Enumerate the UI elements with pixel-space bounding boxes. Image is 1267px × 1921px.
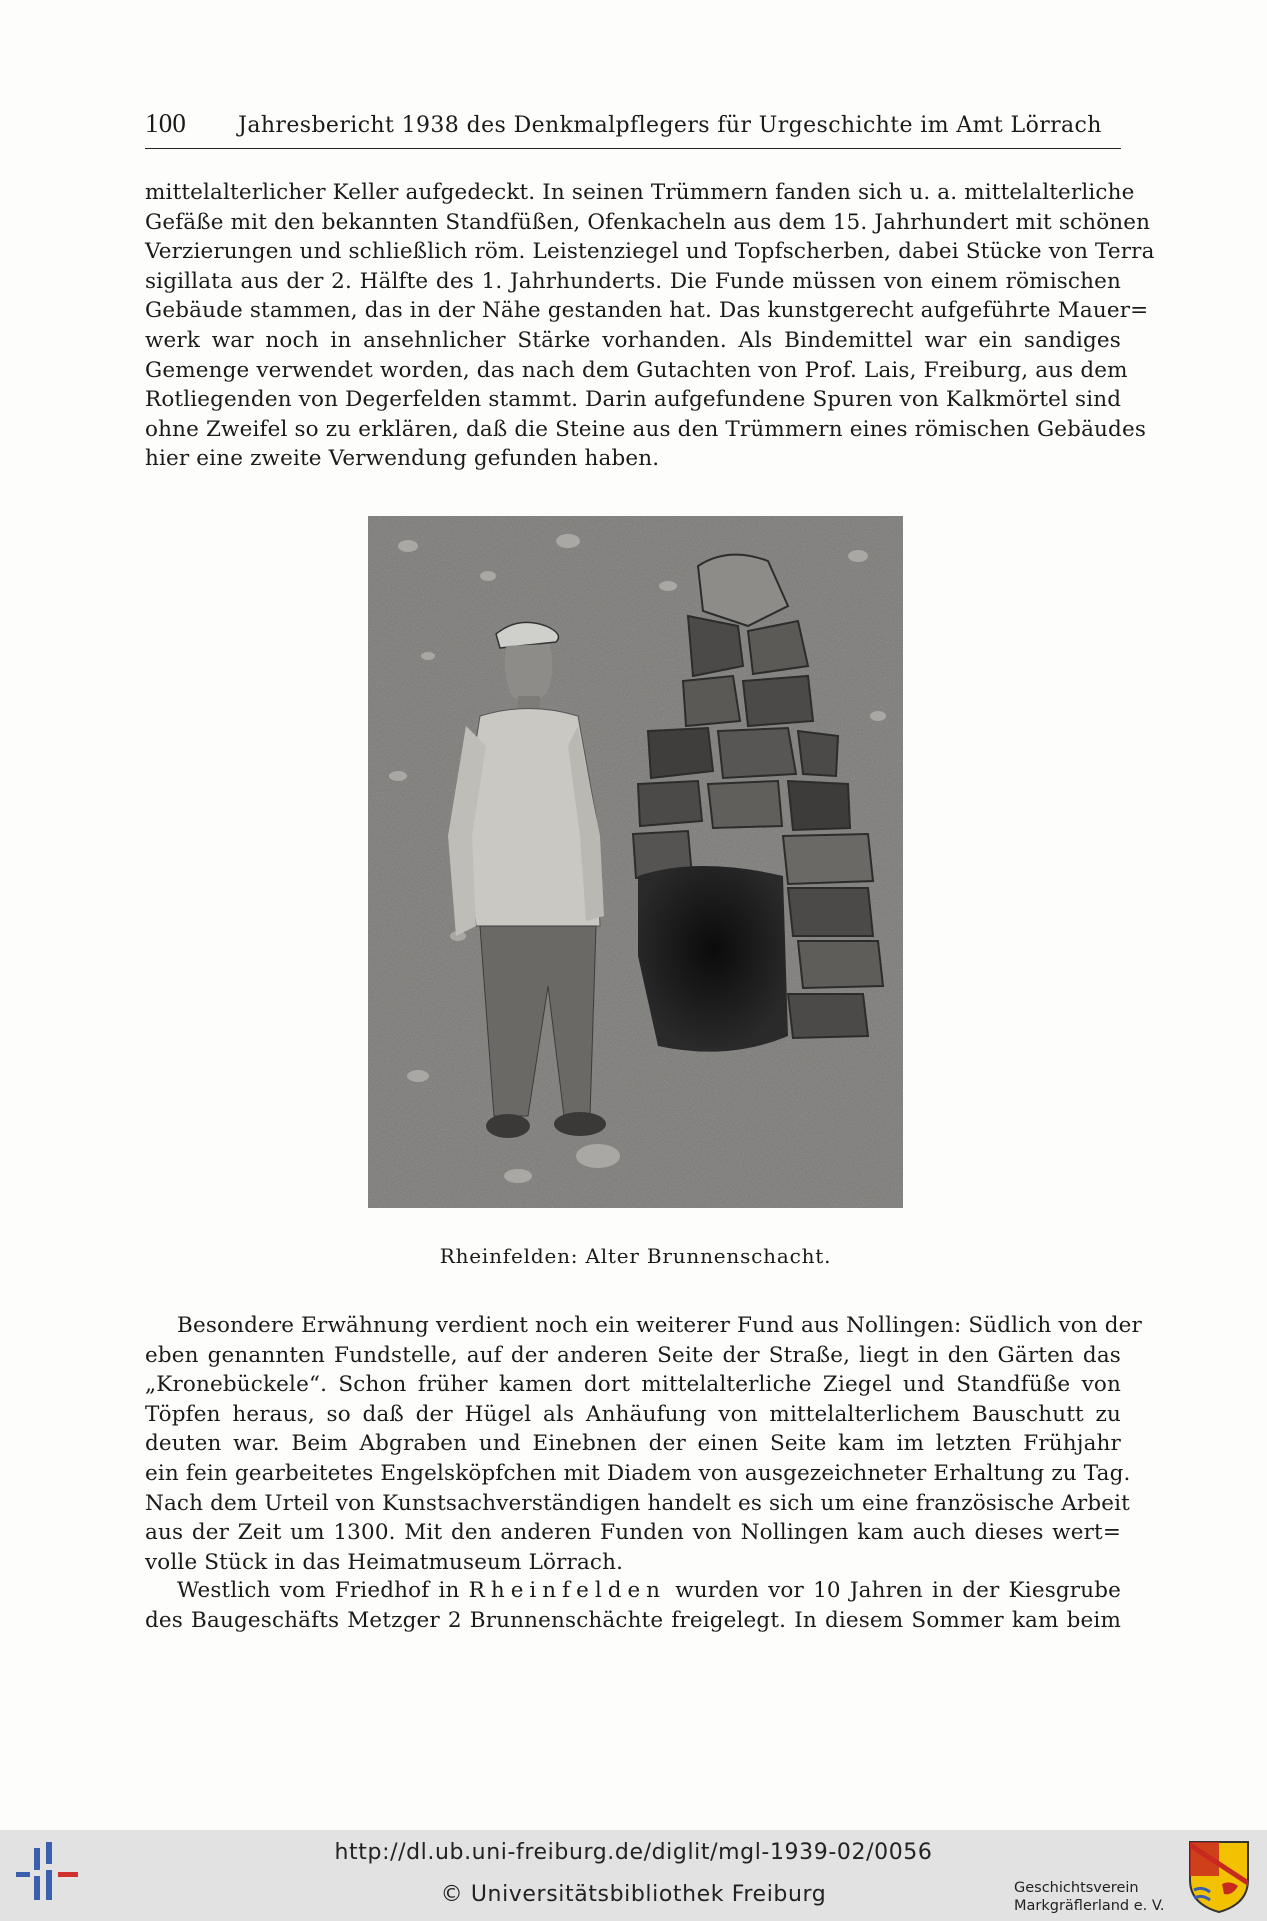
text-line: Rotliegenden von Degerfelden stammt. Darin aufgefundene Spuren von Kalkmörtel sind xyxy=(145,387,1122,413)
text-line: Besondere Erwähnung verdient noch ein weiterer Fund aus Nollingen: Südlich von der xyxy=(177,1313,1142,1338)
header-rule xyxy=(145,148,1121,149)
text-line: eben genannten Fundstelle, auf der anderen Seite der Straße, liegt in den Gärten das xyxy=(145,1342,1121,1368)
text-line: Gebäude stammen, das in der Nähe gestanden hat. Das kunstgerecht aufgeführte Mauer= xyxy=(145,298,1149,324)
text-segment: Westlich vom Friedhof in xyxy=(177,1578,460,1603)
text-line: mittelalterlicher Keller aufgedeckt. In seinen Trümmern fanden sich u. a. mittelalterliche xyxy=(145,180,1135,205)
society-line: Geschichtsverein xyxy=(1014,1880,1139,1896)
text-line: hier eine zweite Verwendung gefunden haben. xyxy=(145,446,660,472)
figure-photo xyxy=(368,516,903,1208)
text-line: „Kronebückele“. Schon früher kamen dort mittelalterliche Ziegel und Standfüße von xyxy=(145,1372,1121,1398)
text-line: ein fein gearbeitetes Engelsköpfchen mit Diadem von ausgezeichneter Erhaltung zu Tag. xyxy=(145,1460,1131,1486)
text-line: Gefäße mit den bekannten Standfüßen, Ofenkacheln aus dem 15. Jahrhundert mit schönen xyxy=(145,209,1151,235)
figure-caption: Rheinfelden: Alter Brunnenschacht. xyxy=(439,1244,832,1268)
text-line: des Baugeschäfts Metzger 2 Brunnenschächte freigelegt. In diesem Sommer kam beim xyxy=(145,1607,1121,1633)
running-head xyxy=(145,108,1120,139)
text-line: ohne Zweifel so zu erklären, daß die Steine aus den Trümmern eines römischen Gebäudes xyxy=(145,416,1147,442)
copyright-notice: © Universitätsbibliothek Freiburg xyxy=(440,1882,827,1907)
text-line: deuten war. Beim Abgraben und Einebnen der einen Seite kam im letzten Frühjahr xyxy=(145,1431,1121,1457)
well-shaft-photo xyxy=(368,516,903,1208)
paragraph-3 xyxy=(145,1576,1121,1635)
text-line: Töpfen heraus, so daß der Hügel als Anhäufung von mittelalterlichem Bauschutt zu xyxy=(145,1401,1121,1427)
text-line: Verzierungen und schließlich röm. Leistenziegel und Topfscherben, dabei Stücke von Terra xyxy=(145,239,1155,265)
coat-of-arms-icon xyxy=(1188,1840,1250,1914)
society-name xyxy=(1014,1879,1165,1915)
running-head-title: Jahresbericht 1938 des Denkmalpflegers für Urgeschichte im Amt Lörrach xyxy=(238,113,1102,138)
text-line: sigillata aus der 2. Hälfte des 1. Jahrhunderts. Die Funde müssen von einem römischen xyxy=(145,268,1121,294)
paragraph-2 xyxy=(145,1311,1142,1577)
text-line: werk war noch in ansehnlicher Stärke vorhanden. Als Bindemittel war ein sandiges xyxy=(145,327,1121,353)
text-segment: wurden vor 10 Jahren in der Kiesgrube xyxy=(675,1578,1122,1603)
text-line: Gemenge verwendet worden, das nach dem Gutachten von Prof. Lais, Freiburg, aus dem xyxy=(145,357,1128,383)
viewer-footer xyxy=(0,1830,1267,1921)
text-line xyxy=(145,1576,1121,1606)
text-line: Nach dem Urteil von Kunstsachverständigen handelt es sich um eine französische Arbeit xyxy=(145,1490,1130,1516)
page-number: 100 xyxy=(145,108,187,138)
permalink-url[interactable]: http://dl.ub.uni-freiburg.de/diglit/mgl-1939-02/0056 xyxy=(334,1840,933,1865)
spaced-placename: Rheinfelden xyxy=(468,1578,667,1603)
text-line: aus der Zeit um 1300. Mit den anderen Funden von Nollingen kam auch dieses wert= xyxy=(145,1520,1121,1546)
society-line: Markgräflerland e. V. xyxy=(1014,1898,1165,1914)
text-line: volle Stück in das Heimatmuseum Lörrach. xyxy=(145,1549,624,1575)
paragraph-1 xyxy=(145,178,1155,474)
